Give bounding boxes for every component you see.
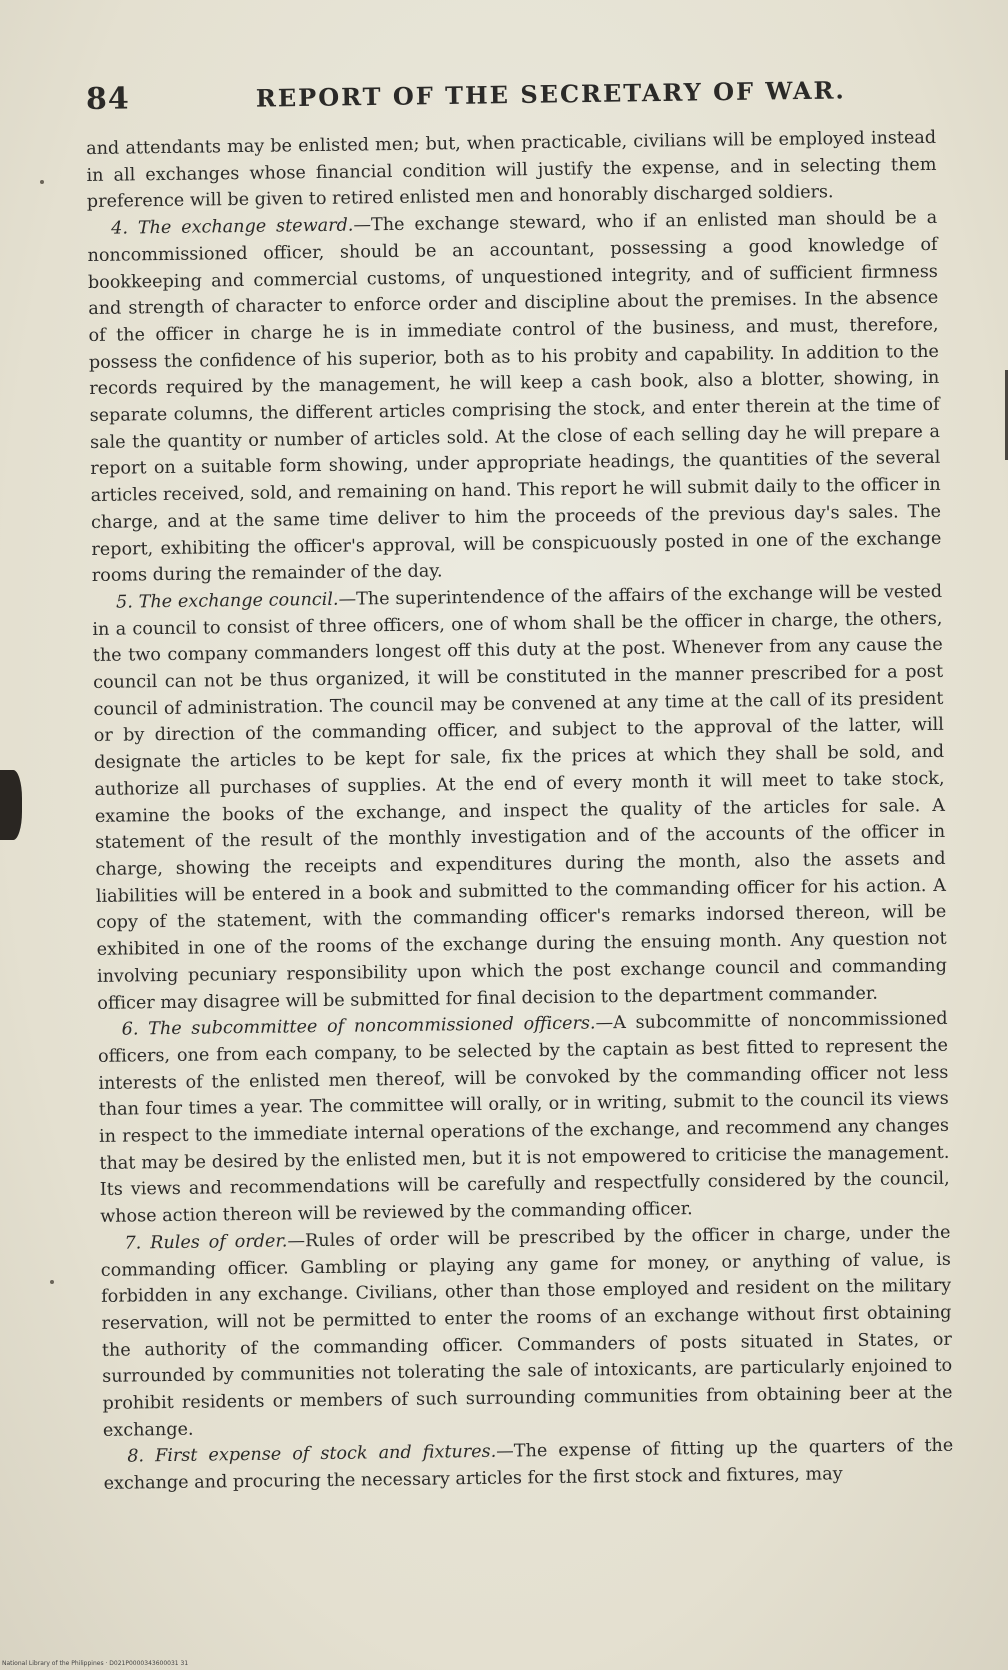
section-heading: 6. The subcommittee of noncommissioned officers.: [121, 1013, 596, 1040]
section-heading: 7. Rules of order.: [124, 1231, 288, 1254]
paragraph-subcommittee: [98, 1006, 951, 1231]
paragraph-text: —A subcommitte of noncommissioned officers, one from each company, to be selected by the captain as best fitted to represent the interests of the enlisted men thereof, will be convoked by the commanding officer not less than four times a year. The committee will orally, or in writing, submit to the council its views in respect to the immediate internal operations of the exchange, and recommend any changes that may be desired by the enlisted men, but it is not empowered to criticise the management. Its views and recommendations will be carefully and respectfully considered by the council, whose action thereon will be reviewed by the commanding officer.: [97, 1009, 950, 1228]
body-text: [86, 125, 954, 1498]
paragraph-first-expense: [103, 1433, 954, 1498]
paragraph-text: —The superintendence of the affairs of the exchange will be vested in a council to consist of three officers, one of whom shall be the officer in charge, the others, the two company commanders longest off this duty at the post. Whenever from any cause the council can not be thus organized, it will be constituted in the manner prescribed for a post council of administration. The council may be convened at any time at the call of its president or by direction of the commanding officer, and subject to the approval of the latter, will designate the articles to be kept for sale, fix the prices at which they shall be sold, and authorize all purchases of supplies. At the end of every month it will meet to take stock, examine the books of the exchange, and inspect the quality of the articles for sale. A statement of the result of the monthly investigation and of the accounts of the officer in charge, showing the receipts and expenditures during the month, also the assets and liabilities will be entered in a book and submitted to the commanding officer for his action. A copy of the statement, with the commanding officer's remarks indorsed thereon, will be exhibited in one of the rooms of the exchange during the ensuing month. Any question not involving pecuniary responsibility upon which the post exchange council and commanding officer may disagree will be submitted for final decision to the department commander.: [92, 581, 948, 1014]
paragraph-text: —The exchange steward, who if an enlisted man should be a noncommissioned officer, should be an accountant, possessing a good knowledge of bookkeeping and commercial customs, of unquestioned integrity, and of sufficient firmness and strength of character to enforce order and discipline about the premises. In the absence of the officer in charge he is in immediate control of the business, and must, therefore, possess the confidence of his superior, both as to his probity and capability. In addition to the records required by the management, he will keep a cash book, also a blotter, showing, in separate columns, the different articles comprising the stock, and enter therein at the time of sale the quantity or number of articles sold. At the close of each selling day he will prepare a report on a suitable form showing, under appropriate headings, the quantities of the several articles received, sold, and remaining on hand. This report he will submit daily to the officer in charge, and at the same time deliver to him the proceeds of the previous day's sales. The report, exhibiting the officer's approval, will be conspicuously posted in one of the exchange rooms during the remainder of the day.: [87, 207, 942, 587]
paragraph-continuation: [86, 125, 937, 216]
paragraph-text: —Rules of order will be prescribed by the officer in charge, under the commanding officer. Gambling or playing any game for money, or anything of value, is forbidden in any exchange. Civilians, other than those employed and resident on the military reservation, will not be permitted to enter the rooms of an exchange without first obtaining the authority of the commanding officer. Commanders of posts situated in States, or surrounded by communities not tolerating the sale of intoxicants, are particularly enjoined to prohibit residents or members of such surrounding communities from obtaining beer at the exchange.: [100, 1222, 953, 1441]
page-number: 84: [85, 81, 130, 117]
ink-blot: [0, 770, 22, 840]
running-head: REPORT OF THE SECRETARY OF WAR.: [255, 75, 846, 113]
section-heading: 4. The exchange steward.: [111, 215, 354, 239]
paragraph-exchange-steward: [87, 205, 942, 590]
section-heading: 8. First expense of stock and fixtures.: [127, 1442, 497, 1468]
paragraph-text: and attendants may be enlisted men; but, when practicable, civilians will be employed instead in all exchanges whose financial condition will justify the expense, and in selecting them preference will be given to retired enlisted men and honorably discharged soldiers.: [86, 127, 937, 213]
paragraph-exchange-council: [92, 579, 948, 1017]
section-heading: 5. The exchange council.: [115, 589, 339, 613]
speck-mark: [40, 180, 44, 184]
scan-id: National Library of the Philippines · D021P0000343600031 31: [2, 1660, 189, 1667]
paragraph-rules-of-order: [100, 1220, 953, 1445]
paragraph-text: —The expense of fitting up the quarters of the exchange and procuring the necessary articles for the first stock and fixtures, may: [103, 1436, 954, 1495]
speck-mark: [50, 1280, 54, 1284]
page-header: [86, 70, 947, 126]
